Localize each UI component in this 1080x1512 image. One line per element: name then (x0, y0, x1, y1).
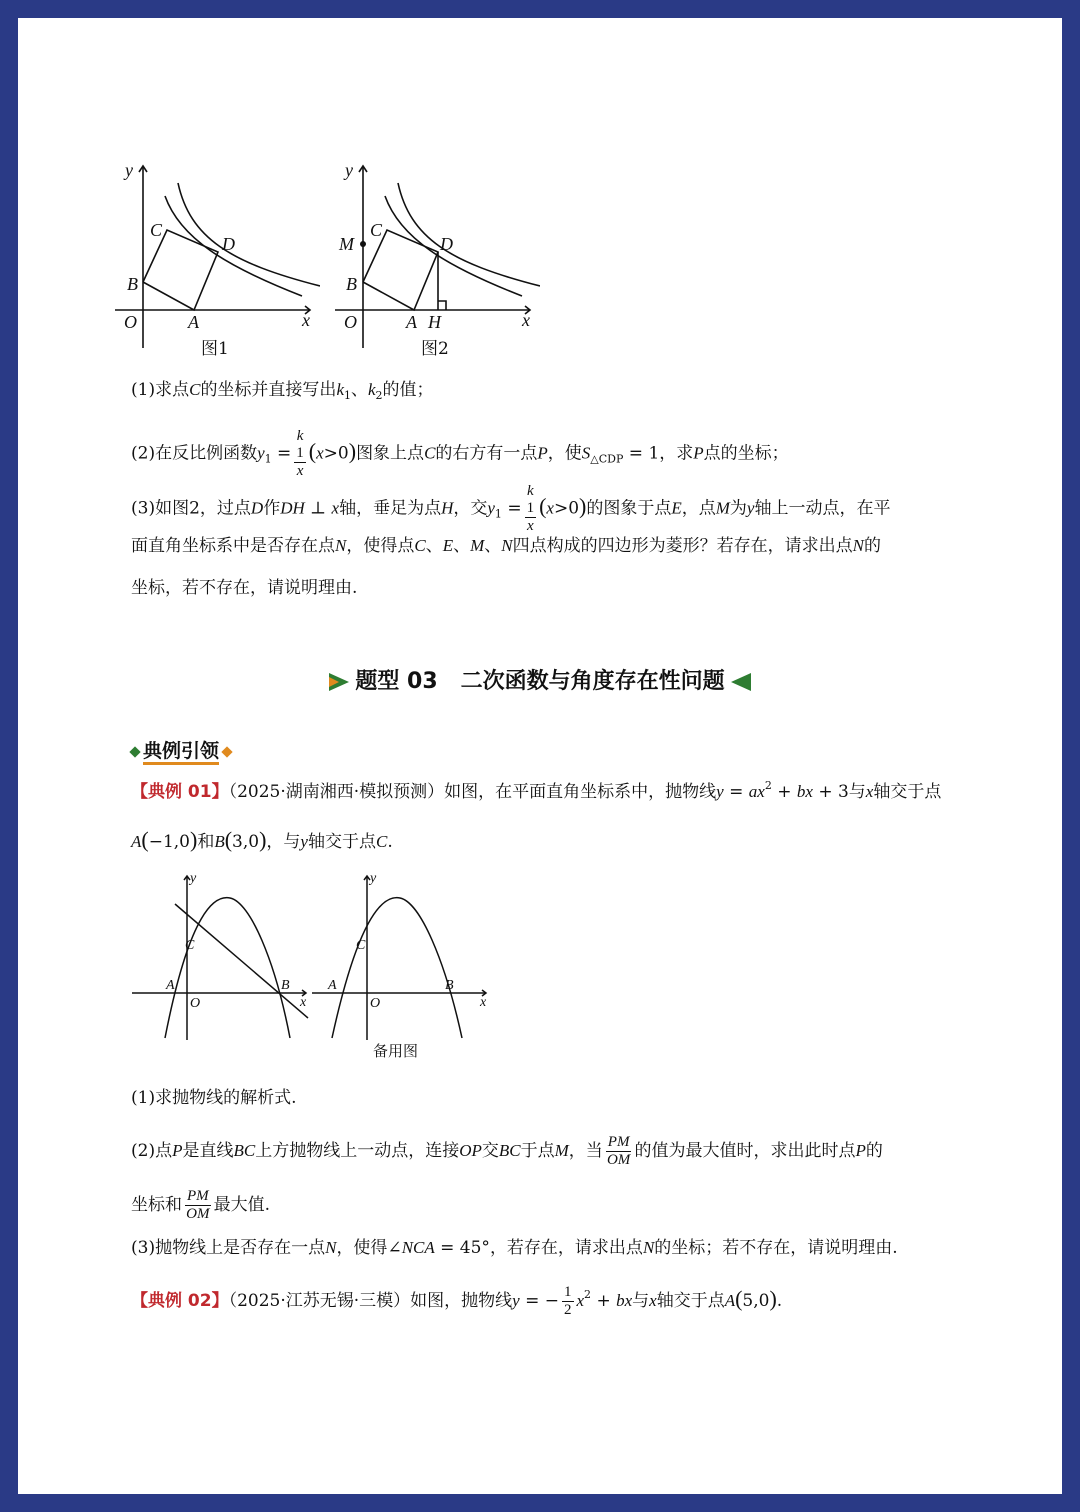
label-o: O (124, 312, 137, 332)
figure-1-caption: 图1 (201, 339, 229, 359)
label-c: C (370, 220, 383, 240)
ex02-line1: 【典例 02】（2025·江苏无锡·三模）如图，抛物线y = − $\frac{1}{2}$ $x^2$ + bx与x轴交于点A(5,0). (131, 1284, 783, 1318)
ex01-q3: (3)抛物线上是否存在一点N，使得∠NCA = 45°，若存在，请求出点N的坐标；若不存在，请说明理由. (131, 1238, 898, 1258)
label-h: H (428, 312, 441, 332)
parabola (165, 898, 290, 1038)
label-a: A (188, 312, 199, 332)
ex01-figure-2 (310, 870, 490, 1045)
curve-k2 (178, 183, 320, 286)
label-b: B (346, 274, 357, 294)
label-y: y (125, 160, 133, 180)
label-x: x (522, 310, 530, 330)
figure-1 (110, 148, 320, 348)
curve-k2 (398, 183, 540, 286)
label-c: C (185, 938, 195, 953)
example-heading: 典例引领 (131, 736, 231, 763)
label-x: x (300, 995, 307, 1010)
label-d: D (440, 234, 453, 254)
label-b: B (281, 978, 290, 993)
ex01-q2-line2: 坐标和 $\frac{PM}{OM}$ 最大值. (131, 1188, 271, 1222)
label-a: A (166, 978, 175, 993)
curve-k1 (385, 196, 522, 296)
label-y: y (190, 871, 197, 886)
diamond-green-icon (129, 746, 140, 757)
section-title: 题型 03 二次函数与角度存在性问题 (18, 664, 1062, 695)
prev-q3-line2: 面直角坐标系中是否存在点N，使得点C、E、M、N四点构成的四边形为菱形？若存在，请求出点N的 (131, 536, 881, 556)
label-o: O (344, 312, 357, 332)
label-x: x (480, 995, 487, 1010)
label-o: O (370, 996, 381, 1011)
parabola (332, 898, 462, 1038)
label-y: y (370, 871, 377, 886)
label-a: A (406, 312, 417, 332)
label-x: x (302, 310, 310, 330)
figure-2-caption: 图2 (421, 339, 449, 359)
label-b: B (445, 978, 454, 993)
ex01-fig-caption: 备用图 (373, 1042, 419, 1060)
ex01-figure-1 (130, 870, 310, 1045)
point-m (360, 241, 366, 247)
prev-q3-line3: 坐标，若不存在，请说明理由. (131, 578, 358, 598)
label-a: A (328, 978, 337, 993)
ex01-q2: (2)点P是直线BC上方抛物线上一动点，连接OP交BC于点M，当 $\frac{PM}{OM}$ 的值为最大值时，求出此时点P的 (131, 1134, 883, 1168)
diamond-orange-icon (221, 746, 232, 757)
arrow-left-icon (731, 673, 751, 691)
ex01-line2: A(−1,0)和B(3,0)，与y轴交于点C. (131, 827, 393, 852)
prev-q1: (1)求点C的坐标并直接写出$k_1$、$k_2$的值； (131, 380, 434, 402)
prev-q3: (3)如图2，过点D作DH ⊥ x轴，垂足为点H，交$y_1$ = k 1 x (x>0)的图象于点E，点M为y轴上一动点，在平 (131, 483, 891, 534)
label-m: M (339, 234, 354, 254)
ex01-line1: 【典例 01】（2025·湖南湘西·模拟预测）如图，在平面直角坐标系中，抛物线$y = ax^2$ + bx + 3与x轴交于点 (131, 779, 942, 802)
ex01-q1: (1)求抛物线的解析式. (131, 1088, 297, 1108)
figure-2 (330, 148, 540, 348)
label-y: y (345, 160, 353, 180)
label-c: C (356, 938, 366, 953)
square-abcd (143, 230, 218, 310)
label-c: C (150, 220, 163, 240)
label-b: B (127, 274, 138, 294)
document-page (18, 18, 1062, 1494)
square-abcd (363, 230, 438, 310)
label-d: D (222, 234, 235, 254)
prev-q2: (2)在反比例函数$y_1$ = k 1 x (x>0)图象上点C的右方有一点P，使$S_{\triangle CDP} = 1$，求P点的坐标； (131, 428, 789, 479)
arrow-right-icon (329, 673, 349, 691)
label-o: O (190, 996, 201, 1011)
